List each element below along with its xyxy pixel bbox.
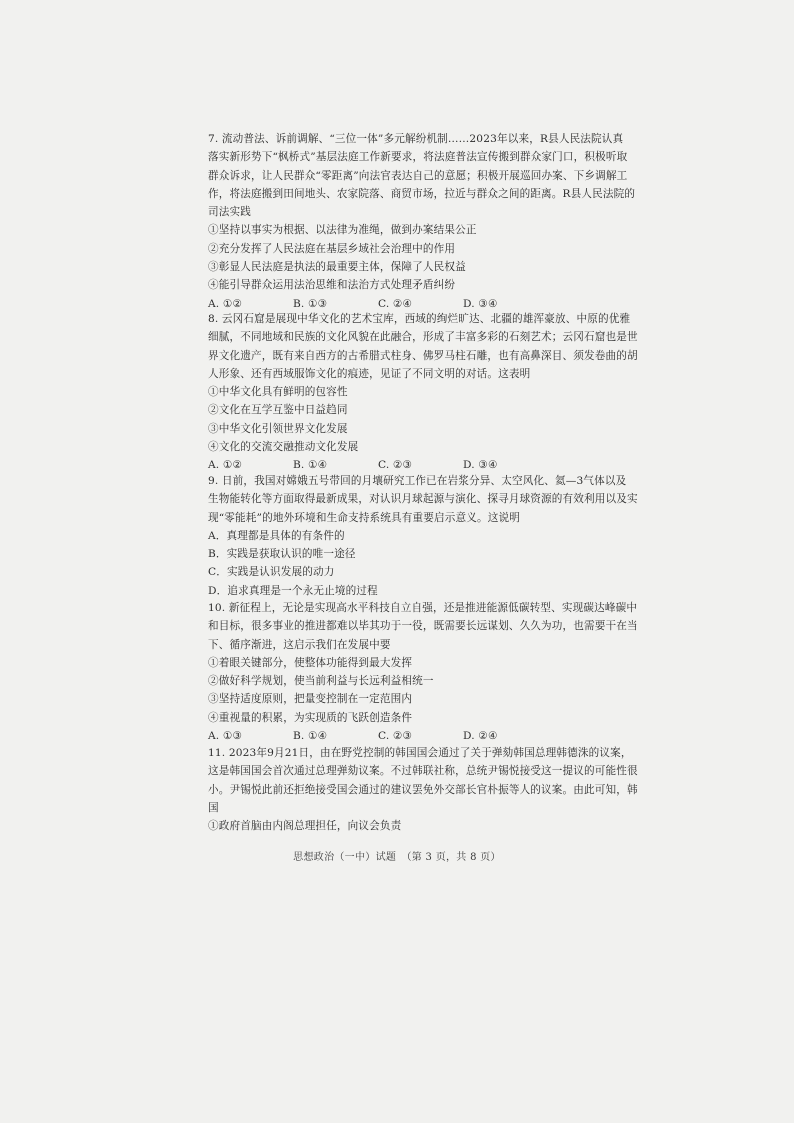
question-11-line-2: 这是韩国国会首次通过总理弹劾议案。不过韩联社称，总统尹锡悦接受这一提议的可能性很 xyxy=(208,765,638,778)
question-10-item-1: ①着眼关键部分，使整体功能得到最大发挥 xyxy=(208,656,413,669)
question-10-option-a: A. ①③ xyxy=(208,730,243,743)
question-7-line-4: 作，将法庭搬到田间地头、农家院落、商贸市场，拉近与群众之间的距离。R县人民法院的 xyxy=(208,187,636,200)
question-10-item-2: ②做好科学规划，使当前利益与长远利益相统一 xyxy=(208,675,434,688)
question-9-option-d: D．追求真理是一个永无止境的过程 xyxy=(208,584,378,597)
question-7-option-b: B. ①③ xyxy=(293,297,328,310)
question-7-line-3: 群众诉求，让人民群众“零距离”向法官表达自己的意愿；积极开展巡回办案、下乡调解工 xyxy=(208,169,628,182)
question-7-option-c: C. ②④ xyxy=(378,297,413,310)
question-11-item-1: ①政府首脑由内阁总理担任，向议会负责 xyxy=(208,820,402,833)
question-8-option-d: D. ③④ xyxy=(463,459,498,472)
question-8-item-1: ①中华文化具有鲜明的包容性 xyxy=(208,386,348,399)
question-9-line-3: 现“零能耗”的地外环境和生命支持系统具有重要启示意义。这说明 xyxy=(208,511,520,524)
question-9-line-1: 9. 日前，我国对嫦娥五号带回的月壤研究工作已在岩浆分异、太空风化、氦—3气体以及 xyxy=(208,475,627,487)
question-10-option-d: D. ②④ xyxy=(463,730,498,743)
page-footer: 思想政治（一中）试题 （第 3 页，共 8 页） xyxy=(293,852,501,863)
question-7-line-1: 7. 流动普法、诉前调解、“三位一体”多元解纷机制……2023年以来，R县人民法院认真 xyxy=(208,133,624,145)
question-8-item-4: ④文化的交流交融推动文化发展 xyxy=(208,441,359,454)
question-11-line-3: 小。尹锡悦此前还拒绝接受国会通过的建议罢免外交部长官朴振等人的议案。由此可知，韩 xyxy=(208,783,638,796)
question-11 xyxy=(208,744,638,835)
question-10-line-2: 和目标，很多事业的推进都难以毕其功于一役，既需要长远谋划、久久为功，也需要干在当 xyxy=(208,620,638,633)
question-10-item-3: ③坚持适度原则，把量变控制在一定范围内 xyxy=(208,693,413,706)
question-8 xyxy=(208,310,638,475)
question-8-option-c: C. ②③ xyxy=(378,459,413,472)
question-11-line-1: 11. 2023年9月21日，由在野党控制的韩国国会通过了关于弹劾韩国总理韩德洙的议案， xyxy=(208,747,632,759)
question-8-line-2: 细腻，不同地域和民族的文化风貌在此融合，形成了丰富多彩的石刻艺术；云冈石窟也是世 xyxy=(208,331,638,344)
question-10-option-c: C. ②③ xyxy=(378,730,413,743)
question-7-item-2: ②充分发挥了人民法庭在基层乡域社会治理中的作用 xyxy=(208,242,456,255)
question-8-line-4: 人形象、还有西域服饰文化的痕迹，见证了不同文明的对话。这表明 xyxy=(208,367,531,380)
question-9-option-c: C．实践是认识发展的动力 xyxy=(208,566,335,579)
question-9-line-2: 生物能转化等方面取得最新成果，对认识月球起源与演化、探寻月球资源的有效利用以及实 xyxy=(208,493,638,506)
question-8-option-a: A. ①② xyxy=(208,459,243,472)
question-10-line-3: 下、循序渐进，这启示我们在发展中要 xyxy=(208,638,391,651)
question-7-line-2: 落实新形势下“枫桥式”基层法庭工作新要求，将法庭普法宣传搬到群众家门口，积极听取 xyxy=(208,151,628,164)
question-9 xyxy=(208,472,638,600)
question-8-item-2: ②文化在互学互鉴中日益趋同 xyxy=(208,404,348,417)
question-7-line-5: 司法实践 xyxy=(208,206,251,219)
question-7-item-3: ③彰显人民法庭是执法的最重要主体，保障了人民权益 xyxy=(208,261,466,274)
question-10-line-1: 10. 新征程上，无论是实现高水平科技自立自强，还是推进能源低碳转型、实现碳达峰碳中 xyxy=(208,602,638,614)
question-11-line-4: 国 xyxy=(208,801,219,814)
question-7-option-a: A. ①② xyxy=(208,297,243,310)
question-7-item-4: ④能引导群众运用法治思维和法治方式处理矛盾纠纷 xyxy=(208,279,456,292)
question-7-option-d: D. ③④ xyxy=(463,297,498,310)
question-10-options xyxy=(208,727,548,745)
question-7-item-1: ①坚持以事实为根据、以法律为准绳，做到办案结果公正 xyxy=(208,224,477,237)
question-7 xyxy=(208,130,636,313)
question-10-item-4: ④重视量的积累，为实现质的飞跃创造条件 xyxy=(208,711,413,724)
question-10-option-b: B. ①④ xyxy=(293,730,328,743)
question-9-option-b: B．实践是获取认识的唯一途径 xyxy=(208,548,356,561)
question-8-item-3: ③中华文化引领世界文化发展 xyxy=(208,422,348,435)
question-8-line-3: 界文化遗产，既有来自西方的古希腊式柱身、佛罗马柱石雕，也有高鼻深目、须发卷曲的胡 xyxy=(208,349,638,362)
question-8-line-1: 8. 云冈石窟是展现中华文化的艺术宝库，西域的绚烂旷达、北疆的雄浑豪放、中原的优雅 xyxy=(208,313,631,325)
question-10 xyxy=(208,599,638,745)
question-9-option-a: A．真理都是具体的有条件的 xyxy=(208,529,345,542)
question-8-option-b: B. ①④ xyxy=(293,459,328,472)
